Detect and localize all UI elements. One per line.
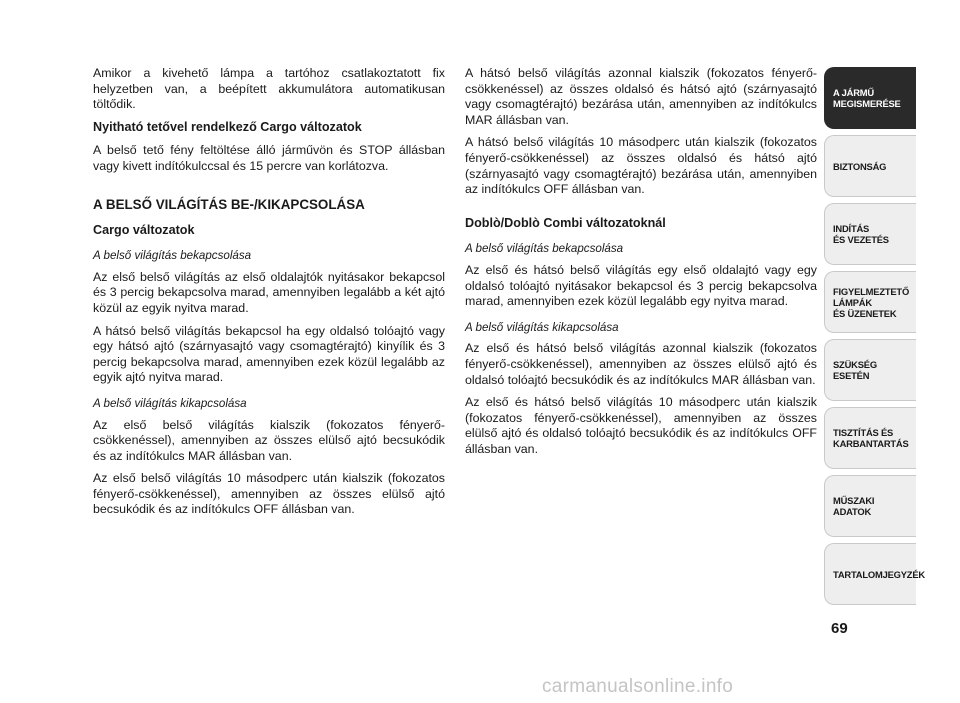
italic-subheading-off: A belső világítás kikapcsolása xyxy=(465,320,619,334)
tab-vehicle-overview[interactable]: A JÁRMŰ MEGISMERÉSE xyxy=(824,67,916,129)
paragraph: Az első belső világítás az első oldalajtók nyitásakor bekapcsol és 3 percig bekapcsolva marad, amennyiben legalább a két ajtó közül az egyik nyitva marad. xyxy=(93,269,445,315)
paragraph: Az első belső világítás kialszik (fokozatos fényerő-csökkenéssel), amennyiben az összes elülső ajtó becsukódik és az indítókulcs MAR állásban van. xyxy=(93,417,445,463)
page-number: 69 xyxy=(831,620,848,637)
paragraph: A hátsó belső világítás 10 másodperc után kialszik (fokozatos fényerő-csökkenéssel) az összes oldalsó és hátsó ajtó (szárnyasajtó vagy csomagtérajtó) bezárása után, amennyiben az indítókulcs OFF állásban van. xyxy=(465,135,817,197)
italic-subheading-off: A belső világítás kikapcsolása xyxy=(93,396,247,410)
italic-subheading-on: A belső világítás bekapcsolása xyxy=(93,249,252,263)
watermark: carmanualsonline.info xyxy=(542,676,734,697)
paragraph: Amikor a kivehető lámpa a tartóhoz csatlakoztatott fix helyzetben van, a beépített akkumulátora automatikusan töltődik. xyxy=(93,66,445,112)
left-column xyxy=(93,66,445,525)
paragraph: Az első és hátsó belső világítás 10 másodperc után kialszik (fokozatos fényerő-csökkenéssel), amennyiben az összes elülső ajtó és oldalsó tolóajtó becsukódik és az indítókulcs OFF állásban van. xyxy=(465,395,817,456)
tab-technical-data[interactable]: MŰSZAKI ADATOK xyxy=(824,475,916,537)
paragraph: A hátsó belső világítás azonnal kialszik (fokozatos fényerő-csökkenéssel) az összes oldalsó és hátsó ajtó (szárnyasajtó vagy csomagtérajtó) bezárása után, amennyiben az indítókulcs MAR állásban van. xyxy=(465,66,817,127)
tab-index[interactable]: TARTALOMJEGYZÉK xyxy=(824,543,916,605)
paragraph: Az első és hátsó belső világítás azonnal kialszik (fokozatos fényerő-csökkenéssel), amennyiben az összes elülső ajtó és oldalsó tolóajtó becsukódik és az indítókulcs MAR állásban van. xyxy=(465,341,817,387)
tab-safety[interactable]: BIZTONSÁG xyxy=(824,135,916,197)
subheading-cargo-roof: Nyitható tetővel rendelkező Cargo változatok xyxy=(93,119,362,134)
paragraph: Az első és hátsó belső világítás egy első oldalajtó vagy egy oldalsó tolóajtó nyitásakor bekapcsol és 3 percig bekapcsolva marad, amennyiben ezek közül legalább egy nyitva marad. xyxy=(465,262,817,309)
tab-maintenance[interactable]: TISZTÍTÁS ÉS KARBANTARTÁS xyxy=(824,407,916,469)
paragraph: A hátsó belső világítás bekapcsol ha egy oldalsó tolóajtó vagy egy hátsó ajtó (szárnyasajtó vagy csomagtérajtó) kinyílik és 3 percig bekapcsolva marad, amennyiben ezek közül legalább az egyik ajtó nyitva marad. xyxy=(93,323,445,385)
subheading-cargo: Cargo változatok xyxy=(93,222,195,237)
right-column xyxy=(465,66,817,464)
paragraph: Az első belső világítás 10 másodperc után kialszik (fokozatos fényerő-csökkenéssel), amennyiben az összes elülső ajtó becsukódik és az indítókulcs OFF állásban van. xyxy=(93,471,445,517)
chapter-tabs xyxy=(824,67,925,611)
italic-subheading-on: A belső világítás bekapcsolása xyxy=(465,242,624,256)
tab-starting-driving[interactable]: INDÍTÁS ÉS VEZETÉS xyxy=(824,203,916,265)
section-title: A BELSŐ VILÁGÍTÁS BE-/KIKAPCSOLÁSA xyxy=(93,196,365,212)
subheading-doblo: Doblò/Doblò Combi változatoknál xyxy=(465,215,666,230)
tab-warning-lights[interactable]: FIGYELMEZTETŐ LÁMPÁK ÉS ÜZENETEK xyxy=(824,271,916,333)
paragraph: A belső tető fény feltöltése álló járművön és STOP állásban vagy kivett indítókulccsal és 15 percre van korlátozva. xyxy=(93,143,445,173)
tab-emergency[interactable]: SZÜKSÉG ESETÉN xyxy=(824,339,916,401)
